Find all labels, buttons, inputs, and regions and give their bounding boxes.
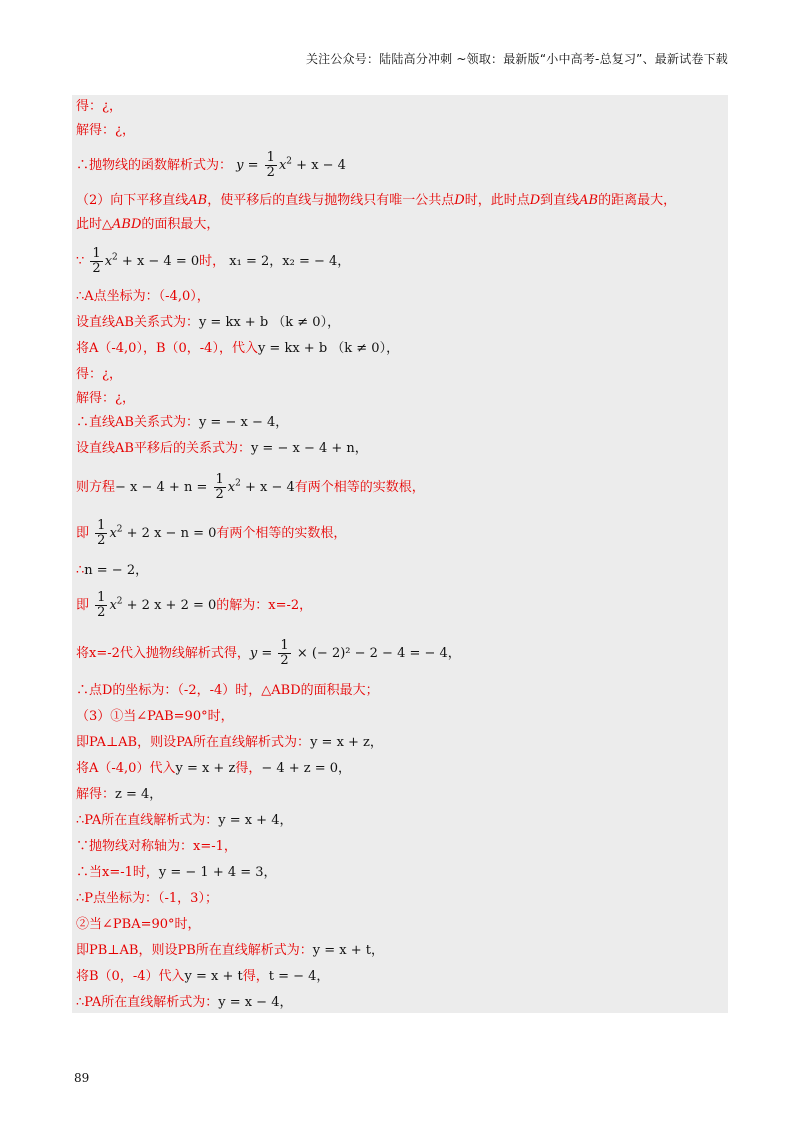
text-line: 得：¿，: [76, 99, 122, 114]
text-line: 此时△ABD的面积最大，: [76, 217, 220, 232]
solution-block: [72, 95, 728, 1013]
math-line: 将A（-4,0）代入y = x + z得，− 4 + z = 0，: [76, 761, 352, 776]
text-line: （3）①当∠PAB=90°时，: [76, 709, 234, 724]
math-line: 即PA⊥AB，则设PA所在直线解析式为：y = x + z，: [76, 735, 383, 750]
math-line: ∴直线AB关系式为：y = − x − 4，: [76, 415, 289, 430]
math-line: 将B（0，-4）代入y = x + t得，t = − 4，: [76, 969, 330, 984]
text-line: ∵抛物线对称轴为：x=-1，: [76, 839, 237, 854]
text-line: 得：¿，: [76, 367, 122, 382]
fraction: $\frac{1}{2}$: [97, 518, 106, 548]
math-line: 则方程− x − 4 + n = $\frac{1}{2}$ $x^2 + x - 4$有两个相等的实数根，: [76, 472, 425, 502]
fraction: $\frac{1}{2}$: [97, 590, 106, 620]
math-line: 将x=-2代入抛物线解析式得，y = $\frac{1}{2}$ × (− 2)² − 2 − 4 = − 4，: [76, 638, 461, 668]
math-line: ∴n = − 2，: [76, 563, 149, 578]
math-line: 即PB⊥AB，则设PB所在直线解析式为：y = x + t，: [76, 943, 384, 958]
math-line: ∵ $\frac{1}{2}$ $x^2 + x - 4 = 0$时， x₁ = 2，x₂ = − 4，: [76, 246, 351, 276]
fraction: $\frac{1}{2}$: [280, 638, 289, 668]
text-line: 解得：¿，: [76, 391, 135, 406]
text-line: ∴A点坐标为：（-4,0），: [76, 289, 210, 304]
math-line: ∴PA所在直线解析式为：y = x + 4，: [76, 813, 293, 828]
math-line: 设直线AB平移后的关系式为：y = − x − 4 + n，: [76, 441, 368, 456]
text-line: ②当∠PBA=90°时，: [76, 917, 201, 932]
text-line: ∴P点坐标为：（-1，3）；: [76, 891, 218, 906]
math-line: 即 $\frac{1}{2}$ $x^2 + 2$ x − n = 0有两个相等的实数根，: [76, 518, 347, 548]
fraction: $\frac{1}{2}$: [215, 472, 224, 502]
math-line: 设直线AB关系式为：y = kx + b （k ≠ 0），: [76, 315, 341, 330]
text-line: （2）向下平移直线AB，使平移后的直线与抛物线只有唯一公共点D时，此时点D到直线AB的距离最大，: [76, 193, 677, 208]
math-line: 即 $\frac{1}{2}$ $x^2 + 2$ x + 2 = 0的解为：x=-2，: [76, 590, 313, 620]
math-line: ∴抛物线的函数解析式为： y = $\frac{1}{2}$ $x^2 + x - 4$: [76, 150, 346, 180]
math-line: 解得：z = 4，: [76, 787, 163, 802]
math-line: ∴PA所在直线解析式为：y = x − 4，: [76, 995, 293, 1010]
math-line: ∴当x=-1时，y = − 1 + 4 = 3，: [76, 865, 277, 880]
text-line: ∴点D的坐标为：（-2，-4）时，△ABD的面积最大；: [76, 683, 379, 698]
fraction: $\frac{1}{2}$: [266, 150, 275, 180]
fraction: $\frac{1}{2}$: [92, 246, 101, 276]
text-line: 解得：¿，: [76, 123, 135, 138]
math-line: 将A（-4,0），B（0，-4），代入y = kx + b （k ≠ 0），: [76, 341, 400, 356]
page-number: 89: [74, 1071, 90, 1085]
page-header: 关注公众号：陆陆高分冲刺 ~领取：最新版“小中高考-总复习”、最新试卷下载: [305, 52, 728, 66]
